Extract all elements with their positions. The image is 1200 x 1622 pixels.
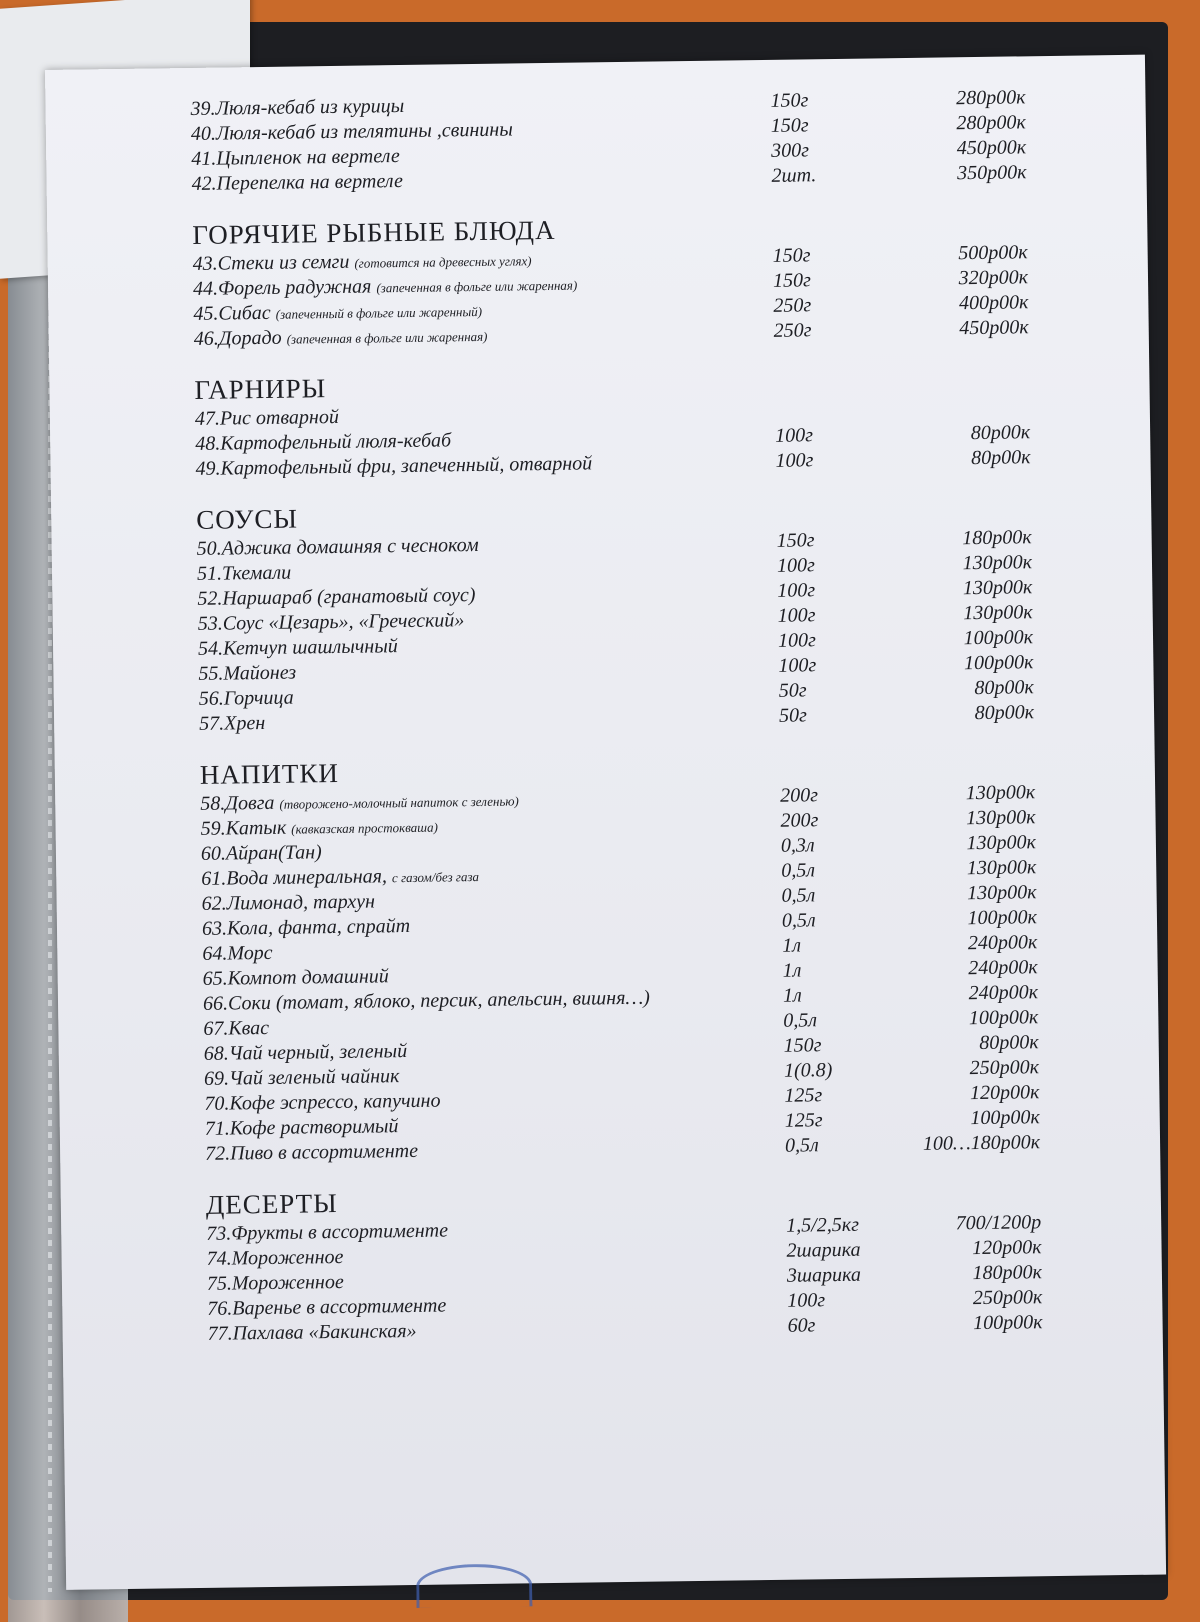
menu-section [190,85,1091,198]
item-note: (запеченная в фольге или жаренная) [376,277,578,296]
item-price: 100р00к [968,1006,1039,1030]
item-price: 180р00к [972,1261,1043,1285]
item-note: (запеченный в фольге или жаренный) [275,303,483,322]
item-name: 62.Лимонад, тархун [201,890,376,915]
item-weight: 0,5л [781,909,816,932]
item-price: 100…180р00к [922,1131,1041,1155]
item-weight: 125г [784,1109,823,1132]
item-weight: 150г [783,1034,822,1057]
item-price: 250р00к [969,1056,1040,1080]
item-weight: 100г [777,629,817,652]
item-weight: 100г [776,554,815,577]
section-title: ДЕСЕРТЫ [205,1188,338,1220]
item-name: 67.Квас [203,1016,270,1040]
item-name: 43.Стеки из семги [192,250,350,275]
item-name: 58.Довга [200,791,275,815]
item-price: 130р00к [963,601,1033,625]
menu-section [200,747,1106,1168]
item-weight: 50г [778,704,808,727]
item-name: 65.Компот домашний [202,965,389,990]
item-name: 51.Ткемали [196,561,292,585]
item-price: 130р00к [962,576,1033,600]
item-weight: 250г [773,294,812,317]
item-note: (творожено-молочный напиток с зеленью) [279,793,519,812]
item-weight: 2шт. [771,164,817,187]
item-weight: 150г [770,114,809,137]
item-price: 280р00к [956,111,1026,135]
item-name: 44.Форель радужная [192,275,372,300]
section-title: НАПИТКИ [199,757,340,790]
item-name: 52.Наршараб (гранатовый соус) [197,584,476,610]
item-price: 100р00к [970,1106,1040,1130]
item-name: 40.Люля-кебаб из телятины ,свинины [190,118,513,145]
item-weight: 100г [778,654,817,677]
item-weight: 1л [782,984,802,1007]
item-note: (кавказская простокваша) [291,819,438,837]
item-name: 60.Айран(Тан) [200,841,322,865]
item-weight: 150г [772,244,811,267]
item-name: 75.Мороженное [206,1270,344,1295]
item-weight: 0,5л [784,1134,819,1157]
item-price: 400р00к [958,291,1029,315]
item-price: 100р00к [963,626,1034,650]
menu-section [192,207,1094,353]
item-price: 130р00к [966,806,1036,830]
item-note: с газом/без газа [391,869,480,886]
item-name: 42.Перепелка на вертеле [191,170,404,195]
item-name: 46.Дорадо [193,326,282,350]
item-note: (готовится на древесных углях) [354,253,532,271]
item-name: 73.Фрукты в ассортименте [206,1219,449,1245]
item-price: 100р00к [967,906,1038,930]
item-price: 180р00к [962,526,1032,550]
item-price: 80р00к [970,446,1031,470]
item-price: 250р00к [972,1286,1043,1310]
menu-section [206,1177,1108,1348]
item-name: 77.Пахлава «Бакинская» [207,1319,417,1345]
item-name: 71.Кофе растворимый [204,1115,399,1140]
item-weight: 1л [782,959,802,982]
item-weight: 200г [780,784,819,807]
menu-page [45,55,1166,1590]
item-name: 70.Кофе эспрессо, капучино [204,1089,441,1115]
section-title: ГОРЯЧИЕ РЫБНЫЕ БЛЮДА [192,214,556,250]
item-weight: 50г [778,679,807,702]
item-price: 500р00к [958,241,1028,265]
item-weight: 100г [775,449,814,472]
section-title: ГАРНИРЫ [194,373,327,405]
item-weight: 0,5л [783,1009,818,1032]
item-price: 130р00к [966,856,1037,880]
item-price: 240р00к [968,956,1038,980]
item-name: 57.Хрен [198,711,266,735]
item-price: 130р00к [965,781,1036,805]
item-name: 54.Кетчуп шашлычный [197,635,398,660]
item-price: 130р00к [967,881,1037,905]
item-name: 45.Сибас [193,301,271,325]
item-name: 39.Люля-кебаб из курицы [190,94,405,120]
item-price: 280р00к [955,86,1026,110]
item-weight: 3шарика [786,1263,862,1287]
item-note: (запеченная в фольге или жаренная) [286,328,488,347]
item-name: 76.Варенье в ассортименте [207,1294,447,1320]
item-price: 450р00к [956,136,1027,160]
item-name: 56.Горчица [198,686,294,710]
item-weight: 150г [772,269,811,292]
item-weight: 100г [787,1289,826,1312]
item-weight: 60г [787,1314,816,1337]
item-name: 53.Соус «Цезарь», «Греческий» [197,609,465,635]
item-price [880,413,1030,415]
item-price: 130р00к [962,551,1033,575]
menu-section [194,362,1095,483]
item-weight [775,415,880,416]
item-name: 64.Морс [202,941,273,965]
item-weight: 300г [771,139,810,162]
item-weight: 200г [780,809,819,832]
item-name: 63.Кола, фанта, спрайт [201,914,411,940]
item-name: 61.Вода минеральная, [201,865,388,890]
item-price: 100р00к [973,1311,1043,1335]
item-price: 80р00к [974,676,1034,700]
item-name: 41.Цыпленок на вертеле [191,145,400,170]
item-name: 66.Соки (томат, яблоко, персик, апельсин, вишня…) [202,986,651,1015]
item-weight: 0,3л [780,834,815,857]
item-weight: 100г [777,604,816,627]
item-name: 49.Картофельный фри, запеченный, отварной [195,452,593,480]
item-price: 80р00к [974,701,1035,725]
item-price: 240р00к [968,981,1039,1005]
item-weight: 250г [773,319,812,342]
item-weight: 2шарика [786,1238,861,1262]
item-price: 120р00к [969,1081,1040,1105]
item-name: 74.Мороженное [206,1245,344,1270]
item-name: 68.Чай черный, зеленый [203,1040,408,1065]
item-price: 700/1200р [955,1211,1042,1235]
item-price: 350р00к [957,161,1027,185]
item-price: 80р00к [979,1031,1039,1055]
menu-section [196,492,1099,738]
item-name: 59.Катык [200,816,287,840]
item-weight: 1,5/2,5кг [786,1213,860,1237]
item-price: 450р00к [959,316,1029,340]
item-name: 50.Аджика домашняя с чесноком [196,533,479,560]
item-weight: 100г [777,579,816,602]
item-weight: 150г [770,89,809,112]
item-name: 55.Майонез [198,661,297,685]
item-weight: 0,5л [781,884,816,907]
item-price: 320р00к [958,266,1029,290]
item-price: 100р00к [963,651,1034,675]
item-name: 69.Чай зеленый чайник [203,1065,400,1090]
item-weight: 1л [782,934,802,957]
item-name: 48.Картофельный люля-кебаб [195,429,452,455]
item-weight: 1(0.8) [783,1059,833,1082]
item-weight: 125г [784,1084,823,1107]
item-price: 80р00к [970,421,1031,445]
item-name: 72.Пиво в ассортименте [204,1139,419,1165]
item-price: 120р00к [972,1236,1042,1260]
item-price: 130р00к [966,831,1037,855]
item-name: 47.Рис отварной [194,405,340,430]
item-price: 240р00к [967,931,1038,955]
stamp-seal [416,1563,533,1608]
item-weight: 150г [776,529,815,552]
section-title: СОУСЫ [196,503,299,535]
menu-list [190,85,1108,1369]
item-weight: 100г [775,424,814,447]
item-weight: 0,5л [781,859,816,882]
